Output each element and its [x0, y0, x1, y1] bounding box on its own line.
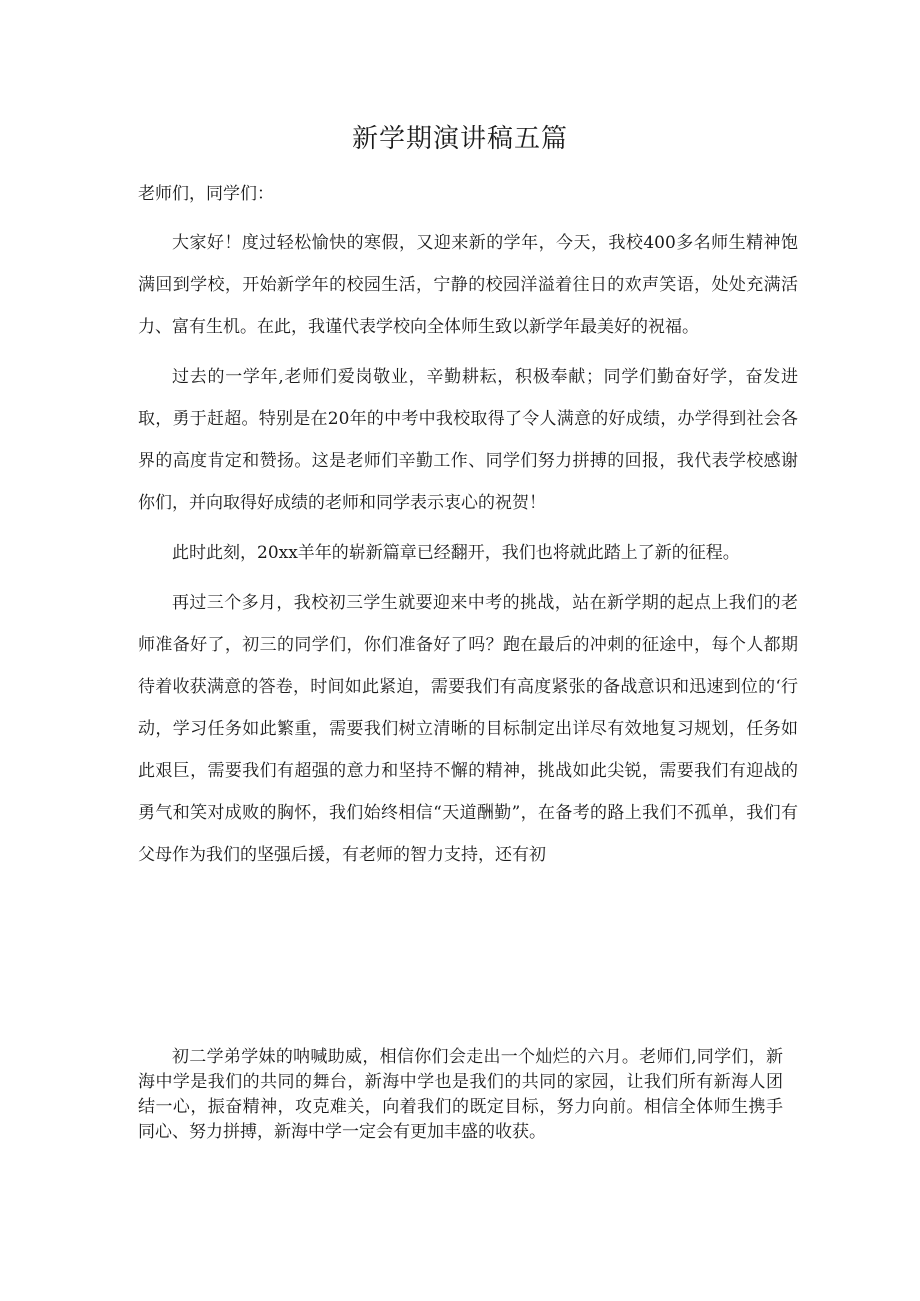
closing-text [138, 1045, 783, 1145]
greeting: 老师们，同学们： [138, 184, 274, 204]
paragraph-exam-challenge: 再过三个多月，我校初三学生就要迎来中考的挑战，站在新学期的起点上我们的老师准备好了，初三的同学们，你们准备好了吗？跑在最后的冲刺的征途中，每个人都期待着收获满意的答卷，时间如此紧迫，需要我们有高度紧张的备战意识和迅速到位的‘行动，学习任务如此繁重，需要我们树立清晰的目标制定出详尽有效地复习规划，任务如此艰巨，需要我们有超强的意力和坚持不懈的精神，挑战如此尖锐，需要我们有迎战的勇气和笑对成败的胸怀，我们始终相信“天道酬勤”，在备考的路上我们不孤单，我们有父母作为我们的坚强后援，有老师的智力支持，还有初 [138, 593, 798, 865]
paragraph-closing: 初二学弟学妹的呐喊助威，相信你们会走出一个灿烂的六月。老师们,同学们，新海中学是我们的共同的舞台，新海中学也是我们的共同的家园，让我们所有新海人团结一心，振奋精神，攻克难关，向着我们的既定目标，努力向前。相信全体师生携手同心、努力拼搏，新海中学一定会有更加丰盛的收获。 [138, 1047, 783, 1142]
document-title: 新学期演讲稿五篇 [351, 124, 568, 154]
paragraph-welcome: 大家好！度过轻松愉快的寒假，又迎来新的学年，今天，我校400多名师生精神饱满回到学校，开始新学年的校园生活，宁静的校园洋溢着往日的欢声笑语，处处充满活力、富有生机。在此，我谨代表学校向全体师生致以新学年最美好的祝福。 [138, 233, 798, 337]
paragraph-review: 过去的一学年,老师们爱岗敬业，辛勤耕耘，积极奉献；同学们勤奋好学，奋发进取，勇于赶超。特别是在20年的中考中我校取得了令人满意的好成绩，办学得到社会各界的高度肯定和赞扬。这是老师们辛勤工作、同学们努力拼搏的回报，我代表学校感谢你们，并向取得好成绩的老师和同学表示衷心的祝贺！ [138, 367, 798, 513]
body-text [138, 222, 798, 884]
paragraph-new-chapter: 此时此刻，20xx羊年的崭新篇章已经翻开，我们也将就此踏上了新的征程。 [172, 543, 740, 563]
